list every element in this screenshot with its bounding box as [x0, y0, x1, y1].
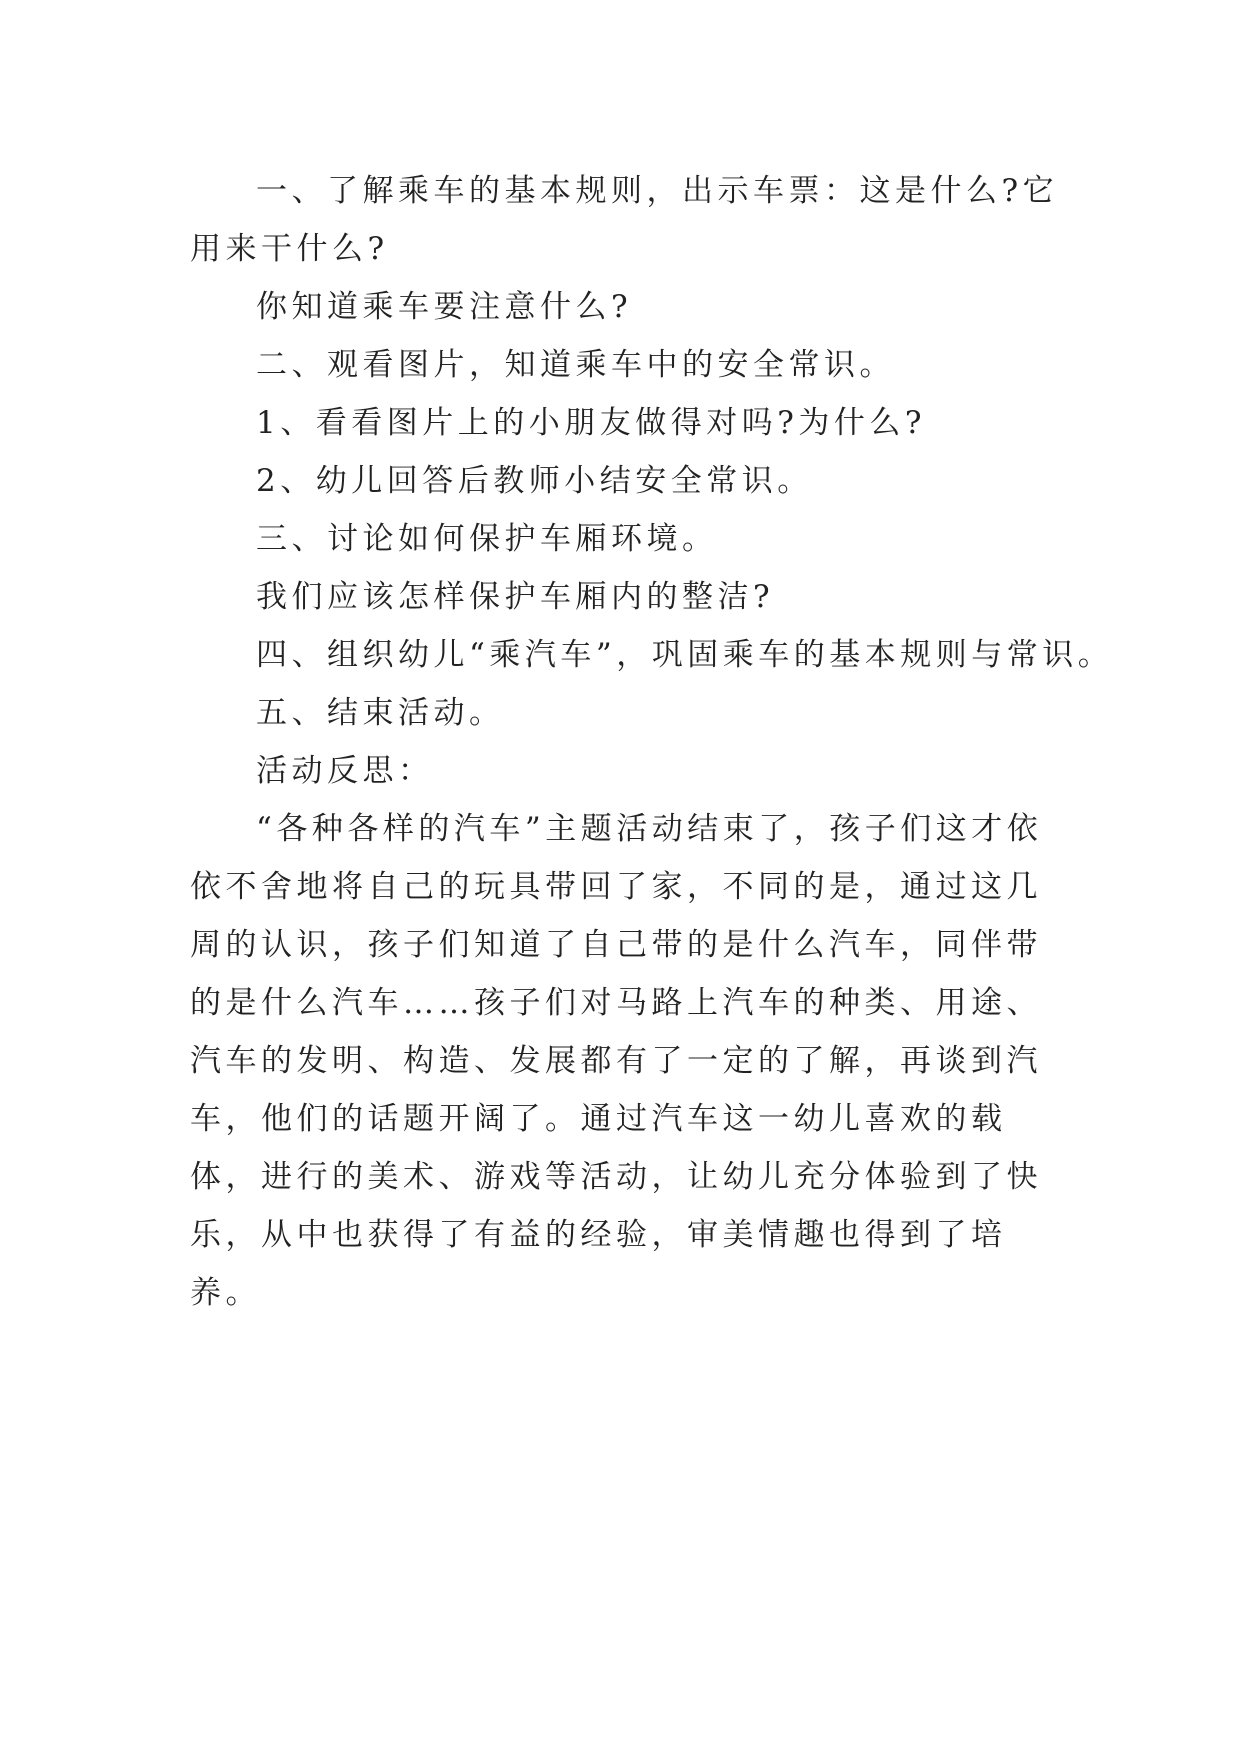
paragraph-step-two: 二、观看图片，知道乘车中的安全常识。	[256, 347, 895, 383]
paragraph-step-three-question: 我们应该怎样保护车厢内的整洁?	[256, 579, 775, 615]
paragraph-step-one: 一、了解乘车的基本规则，出示车票：这是什么?它用来干什么?	[190, 173, 1059, 267]
paragraph-question: 你知道乘车要注意什么?	[256, 289, 633, 325]
paragraph-step-two-item-2: 2、幼儿回答后教师小结安全常识。	[256, 463, 813, 499]
paragraph-step-two-item-1: 1、看看图片上的小朋友做得对吗?为什么?	[256, 405, 926, 441]
paragraph-step-four: 四、组织幼儿“乘汽车”，巩固乘车的基本规则与常识。	[256, 637, 1114, 673]
paragraph-reflection-heading: 活动反思：	[256, 753, 434, 789]
paragraph-step-five: 五、结束活动。	[256, 695, 505, 731]
document-body	[190, 162, 1114, 1322]
paragraph-step-three: 三、讨论如何保护车厢环境。	[256, 521, 718, 557]
paragraph-reflection-body: “各种各样的汽车”主题活动结束了，孩子们这才依依不舍地将自己的玩具带回了家，不同的是，通过这几周的认识，孩子们知道了自己带的是什么汽车，同伴带的是什么汽车……孩子们对马路上汽车的种类、用途、汽车的发明、构造、发展都有了一定的了解，再谈到汽车，他们的话题开阔了。通过汽车这一幼儿喜欢的载体，进行的美术、游戏等活动，让幼儿充分体验到了快乐，从中也获得了有益的经验，审美情趣也得到了培养。	[190, 811, 1043, 1311]
